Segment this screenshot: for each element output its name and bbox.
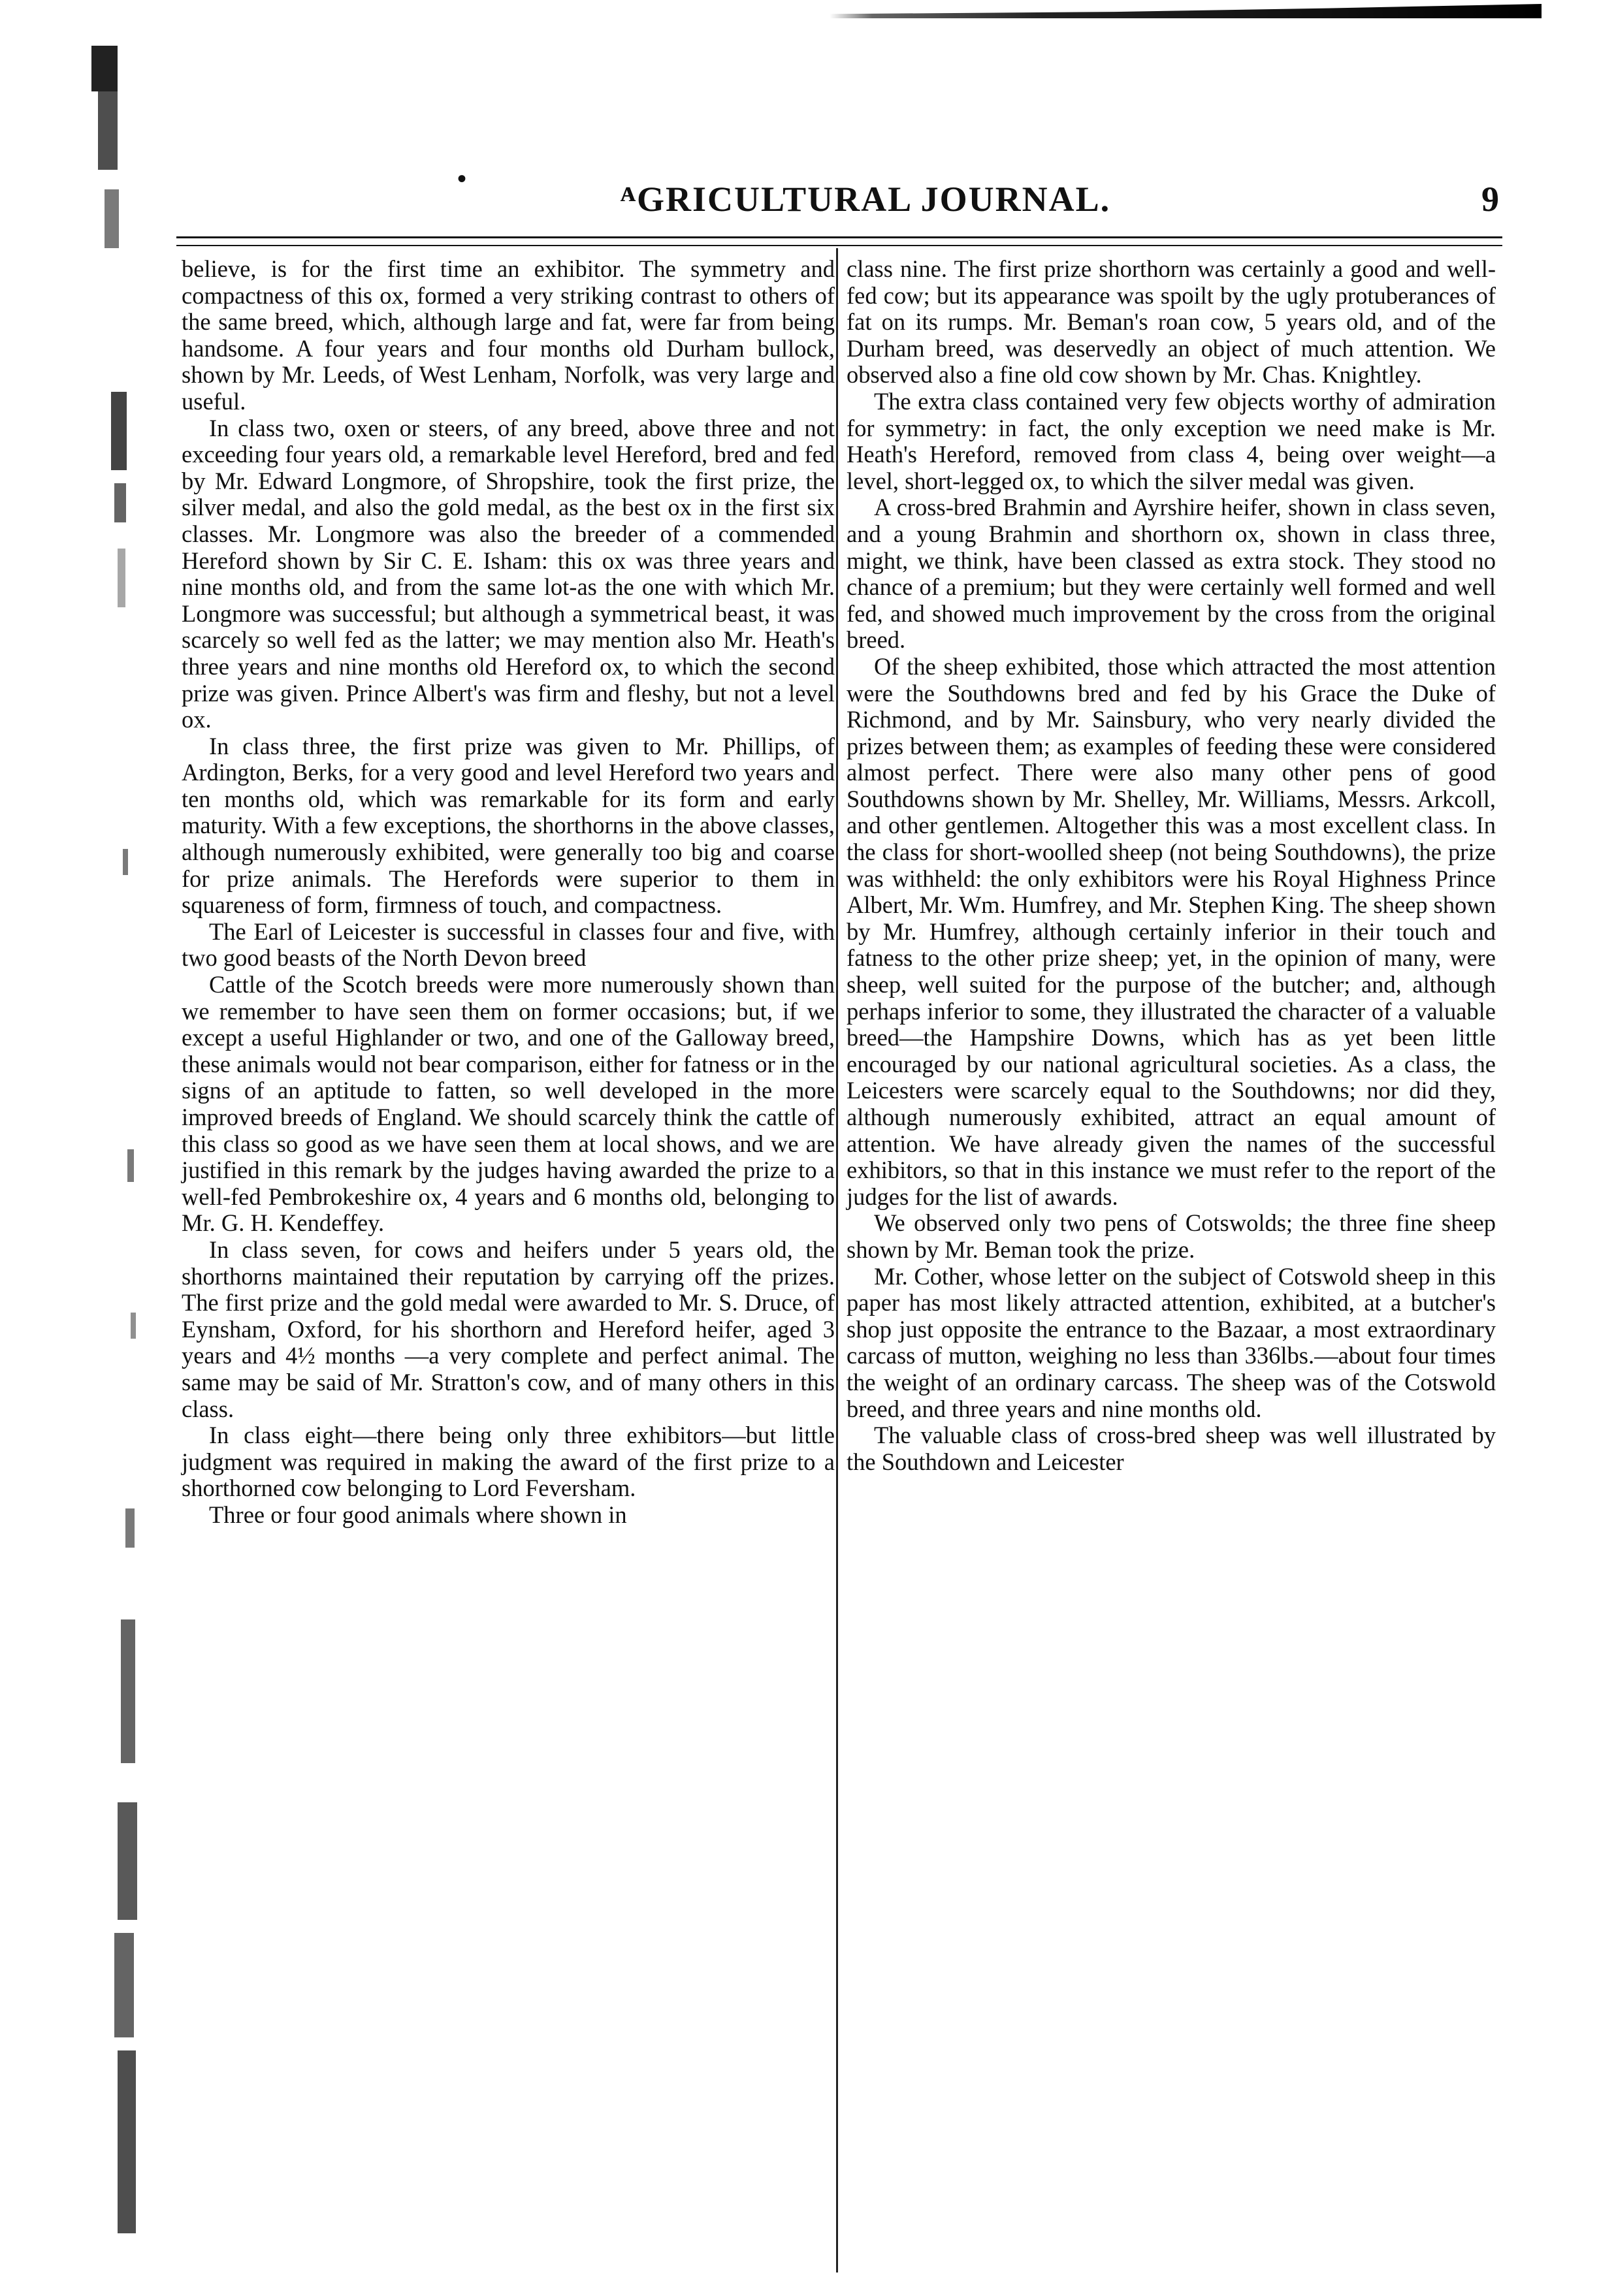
- paragraph: believe, is for the first time an exhibitor. The symmetry and compactness of this ox, formed a very striking contrast to others of the same breed, which, although large and fat, were far from being handsome. A four years and four months old Durham bullock, shown by Mr. Leeds, of West Lenham, Norfolk, was very large and useful.: [182, 255, 835, 415]
- stray-mark: •: [457, 164, 467, 193]
- paragraph: In class eight—there being only three exhibitors—but little judgment was required in making the award of the first prize to a shorthorned cow belonging to Lord Feversham.: [182, 1422, 835, 1502]
- left-column: [182, 256, 835, 1529]
- paragraph: In class two, oxen or steers, of any breed, above three and not exceeding four years old, a remarkable level Hereford, bred and fed by Mr. Edward Longmore, of Shropshire, took the first prize, the silver medal, and also the gold medal, as the best ox in the first six classes. Mr. Longmore was also the breeder of a commended Hereford shown by Sir C. E. Isham: this ox was three years and nine months old, and from the same lot-as the one with which Mr. Longmore was successful; but although a symmetrical beast, it was scarcely so well fed as the latter; we may mention also Mr. Heath's three years and nine months old Hereford ox, to which the second prize was given. Prince Albert's was firm and fleshy, but not a level ox.: [182, 414, 835, 733]
- paragraph: The Earl of Leicester is successful in classes four and five, with two good beasts of the North Devon breed: [182, 917, 835, 972]
- scan-edge-artifact: [830, 4, 1542, 18]
- margin-scan-noise: [0, 39, 157, 2286]
- paragraph: Three or four good animals where shown in: [209, 1501, 627, 1528]
- paragraph: We observed only two pens of Cotswolds; the three fine sheep shown by Mr. Beman took the prize.: [847, 1209, 1496, 1263]
- paragraph: A cross-bred Brahmin and Ayrshire heifer, shown in class seven, and a young Brahmin and shorthorn ox, shown in class three, might, we think, have been classed as extra stock. They stood no chance of a premium; but they were certainly well formed and well fed, and showed much improvement by the cross from the original breed.: [847, 494, 1496, 654]
- page-number: 9: [1481, 180, 1499, 219]
- paragraph: Cattle of the Scotch breeds were more numerously shown than we remember to have seen them on former occasions; but, if we except a useful Highlander or two, and one of the Galloway breed, these animals would not bear comparison, either for fatness or in the signs of an aptitude to fatten, so well developed in the more improved breeds of England. We should scarcely think the cattle of this class so good as we have seen them at local shows, and we are justified in this remark by the judges having awarded the prize to a well-fed Pembrokeshire ox, 4 years and 6 months old, belonging to Mr. G. H. Kendeffey.: [182, 971, 835, 1237]
- paragraph: class nine. The first prize shorthorn was certainly a good and well-fed cow; but its appearance was spoilt by the ugly protuberances of fat on its rumps. Mr. Beman's roan cow, 5 years old, and of the Durham breed, was deservedly an object of much attention. We observed also a fine old cow shown by Mr. Chas. Knightley.: [847, 255, 1496, 389]
- paragraph: The valuable class of cross-bred sheep was well illustrated by the Southdown and Leicester: [847, 1422, 1496, 1475]
- column-divider: [836, 248, 838, 2272]
- page-header: [163, 175, 1499, 227]
- paragraph: In class three, the first prize was given to Mr. Phillips, of Ardington, Berks, for a very good and level Hereford two years and ten months old, which was remarkable for its form and early maturity. With a few exceptions, the shorthorns in the above classes, although numerously exhibited, were generally too big and coarse for prize animals. The Herefords were superior to them in squareness of form, firmness of touch, and compactness.: [182, 732, 835, 919]
- paragraph: Mr. Cother, whose letter on the subject of Cotswold sheep in this paper has most likely attracted attention, exhibited, at a butcher's shop just opposite the entrance to the Bazaar, a most extraordinary carcass of mutton, weighing no less than 336lbs.—about four times the weight of an ordinary carcass. The sheep was of the Cotswold breed, and three years and nine months old.: [847, 1262, 1496, 1422]
- paragraph: In class seven, for cows and heifers under 5 years old, the shorthorns maintained their reputation by carrying off the prizes. The first prize and the gold medal were awarded to Mr. S. Druce, of Eynsham, Oxford, for his shorthorn and Hereford heifer, aged 3 years and 4½ months —a very complete and perfect animal. The same may be said of Mr. Stratton's cow, and of many others in this class.: [182, 1236, 835, 1422]
- right-column: [847, 256, 1496, 1475]
- running-head: ᴬGRICULTURAL JOURNAL.: [621, 180, 1111, 219]
- paragraph: Of the sheep exhibited, those which attracted the most attention were the Southdowns bred and fed by his Grace the Duke of Richmond, and by Mr. Sainsbury, who very nearly divided the prizes between them; as examples of feeding these were considered almost perfect. There were also many other pens of good Southdowns shown by Mr. Shelley, Mr. Williams, Messrs. Arkcoll, and other gentlemen. Altogether this was a most excellent class. In the class for short-woolled sheep (not being Southdowns), the prize was withheld: the only exhibitors were his Royal Highness Prince Albert, Mr. Wm. Humfrey, and Mr. Stephen King. The sheep shown by Mr. Humfrey, although certainly inferior in their touch and fatness to the other prize sheep; yet, in the opinion of many, were sheep, well suited for the purpose of the butcher; and, although perhaps inferior to some, they illustrated the character of a valuable breed—the Hampshire Downs, which has as yet been little encouraged by our national agricultural societies. As a class, the Leicesters were scarcely equal to the Southdowns; nor did they, although numerously exhibited, attract an equal amount of attention. We have already given the names of the successful exhibitors, so that in this instance we must refer to the report of the judges for the list of awards.: [847, 652, 1496, 1210]
- paragraph: The extra class contained very few objects worthy of admiration for symmetry: in fact, the only exception we need make is Mr. Heath's Hereford, removed from class 4, being over weight—a level, short-legged ox, to which the silver medal was given.: [847, 387, 1496, 494]
- header-rule: [176, 236, 1502, 246]
